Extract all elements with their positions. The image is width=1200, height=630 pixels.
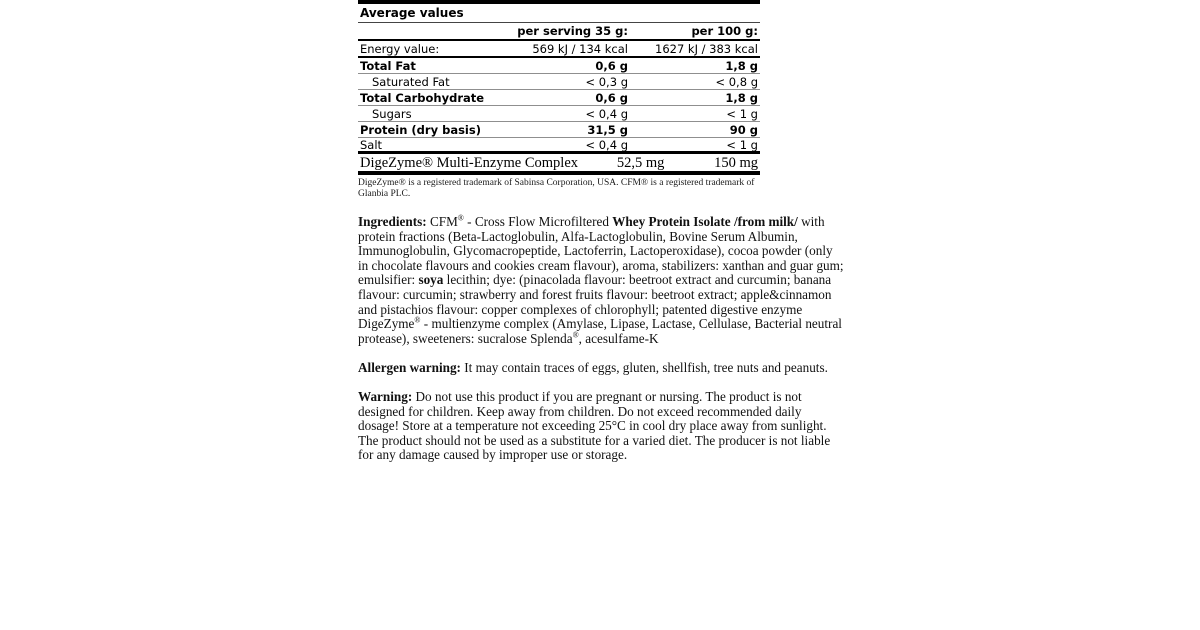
row-label: Protein (dry basis) bbox=[360, 122, 481, 137]
table-row-protein bbox=[358, 122, 760, 138]
ingredients-paragraph bbox=[358, 215, 845, 346]
row-label: Total Fat bbox=[360, 58, 416, 73]
ingredients-text: - multienzyme complex (Amylase, Lipase, Lactase, Cellulase, Bacterial neutral protease), sweeteners: sucralose Splenda bbox=[358, 316, 842, 346]
ingredients-text: , acesulfame-K bbox=[578, 330, 659, 346]
ingredients-label: Ingredients: bbox=[358, 214, 427, 229]
ingredients-text: - Cross Flow Microfiltered bbox=[463, 214, 613, 229]
allergen-label: Allergen warning: bbox=[358, 360, 461, 376]
row-value-per100: < 1 g bbox=[726, 137, 758, 152]
table-row-total-fat bbox=[358, 58, 760, 74]
row-value-per100: 1,8 g bbox=[725, 58, 758, 73]
ingredients-whey-bold: Whey Protein Isolate /from milk/ bbox=[612, 214, 798, 229]
ingredients-text: with protein fractions (Beta-Lactoglobulin, Alfa-Lactoglobulin, Bovine Serum Albumin, Immunoglobulin, Glycomacropeptide, Lactoferrin, Lactoperoxidase), cocoa powder (only in chocolate flavours and cookies cream flavour), aroma, stabilizers: xanthan and guar gum; emulsifier: bbox=[358, 214, 844, 288]
row-label: Salt bbox=[360, 137, 383, 152]
row-value-serving: < 0,4 g bbox=[585, 137, 628, 152]
registered-mark: ® bbox=[457, 213, 464, 223]
row-value-serving: 31,5 g bbox=[587, 122, 628, 137]
row-value-serving: < 0,3 g bbox=[585, 74, 628, 89]
row-value-serving: 569 kJ / 134 kcal bbox=[532, 41, 628, 56]
row-value-serving: < 0,4 g bbox=[585, 106, 628, 121]
table-row-saturated-fat bbox=[358, 74, 760, 90]
ingredients-text: lecithin; dye: (pinacolada flavour: beetroot extract and curcumin; banana flavour: curcumin; strawberry and forest fruits flavour: beetroot extract; apple&cinnamon and pistachios flavour: copper complexes of chlorophyll; patented digestive enzyme DigeZyme bbox=[358, 272, 832, 332]
row-value-per100: 1627 kJ / 383 kcal bbox=[655, 41, 758, 56]
row-value-serving: 0,6 g bbox=[595, 58, 628, 73]
table-header-row bbox=[358, 23, 760, 41]
label-sheet bbox=[358, 0, 848, 463]
row-label: DigeZyme® Multi-Enzyme Complex bbox=[360, 155, 579, 171]
table-row-total-carbohydrate bbox=[358, 90, 760, 106]
row-label: Sugars bbox=[372, 106, 412, 121]
table-row-salt bbox=[358, 138, 760, 154]
row-value-per100: 1,8 g bbox=[725, 90, 758, 105]
row-value-per100: 90 g bbox=[729, 122, 758, 137]
warning-text: Do not use this product if you are pregnant or nursing. The product is not designed for children. Keep away from children. Do not exceed recommended daily dosage! Store at a temperature not exceeding 25°C in cool dry place away from sunlight. The product should not be used as a substitute for a varied diet. The producer is not liable for any damage caused by improper use or storage. bbox=[358, 388, 831, 463]
table-row-energy bbox=[358, 41, 760, 58]
table-row-digezyme bbox=[358, 154, 760, 171]
row-value-serving: 52,5 mg bbox=[616, 155, 665, 171]
row-label: Saturated Fat bbox=[372, 74, 450, 89]
table-title: Average values bbox=[358, 4, 760, 23]
column-header-per100: per 100 g: bbox=[691, 24, 758, 38]
registered-mark: ® bbox=[414, 315, 421, 325]
ingredients-soya-bold: soya bbox=[418, 272, 444, 288]
row-value-per100: < 1 g bbox=[726, 106, 758, 121]
ingredients-text: CFM bbox=[426, 214, 458, 229]
column-header-serving: per serving 35 g: bbox=[517, 24, 628, 38]
warning-label: Warning: bbox=[358, 388, 413, 404]
row-value-serving: 0,6 g bbox=[595, 90, 628, 105]
nutrition-table bbox=[358, 0, 760, 175]
allergen-paragraph bbox=[358, 361, 845, 376]
allergen-text: It may contain traces of eggs, gluten, shellfish, tree nuts and peanuts. bbox=[460, 360, 828, 376]
row-label: Total Carbohydrate bbox=[360, 90, 485, 105]
trademark-footnote: DigeZyme® is a registered trademark of Sabinsa Corporation, USA. CFM® is a registered trademark of Glanbia PLC. bbox=[358, 178, 755, 199]
registered-mark: ® bbox=[572, 330, 579, 340]
warning-paragraph bbox=[358, 390, 845, 463]
row-value-per100: 150 mg bbox=[714, 155, 758, 171]
table-row-sugars bbox=[358, 106, 760, 122]
row-label: Energy value: bbox=[360, 41, 440, 56]
row-value-per100: < 0,8 g bbox=[715, 74, 758, 89]
